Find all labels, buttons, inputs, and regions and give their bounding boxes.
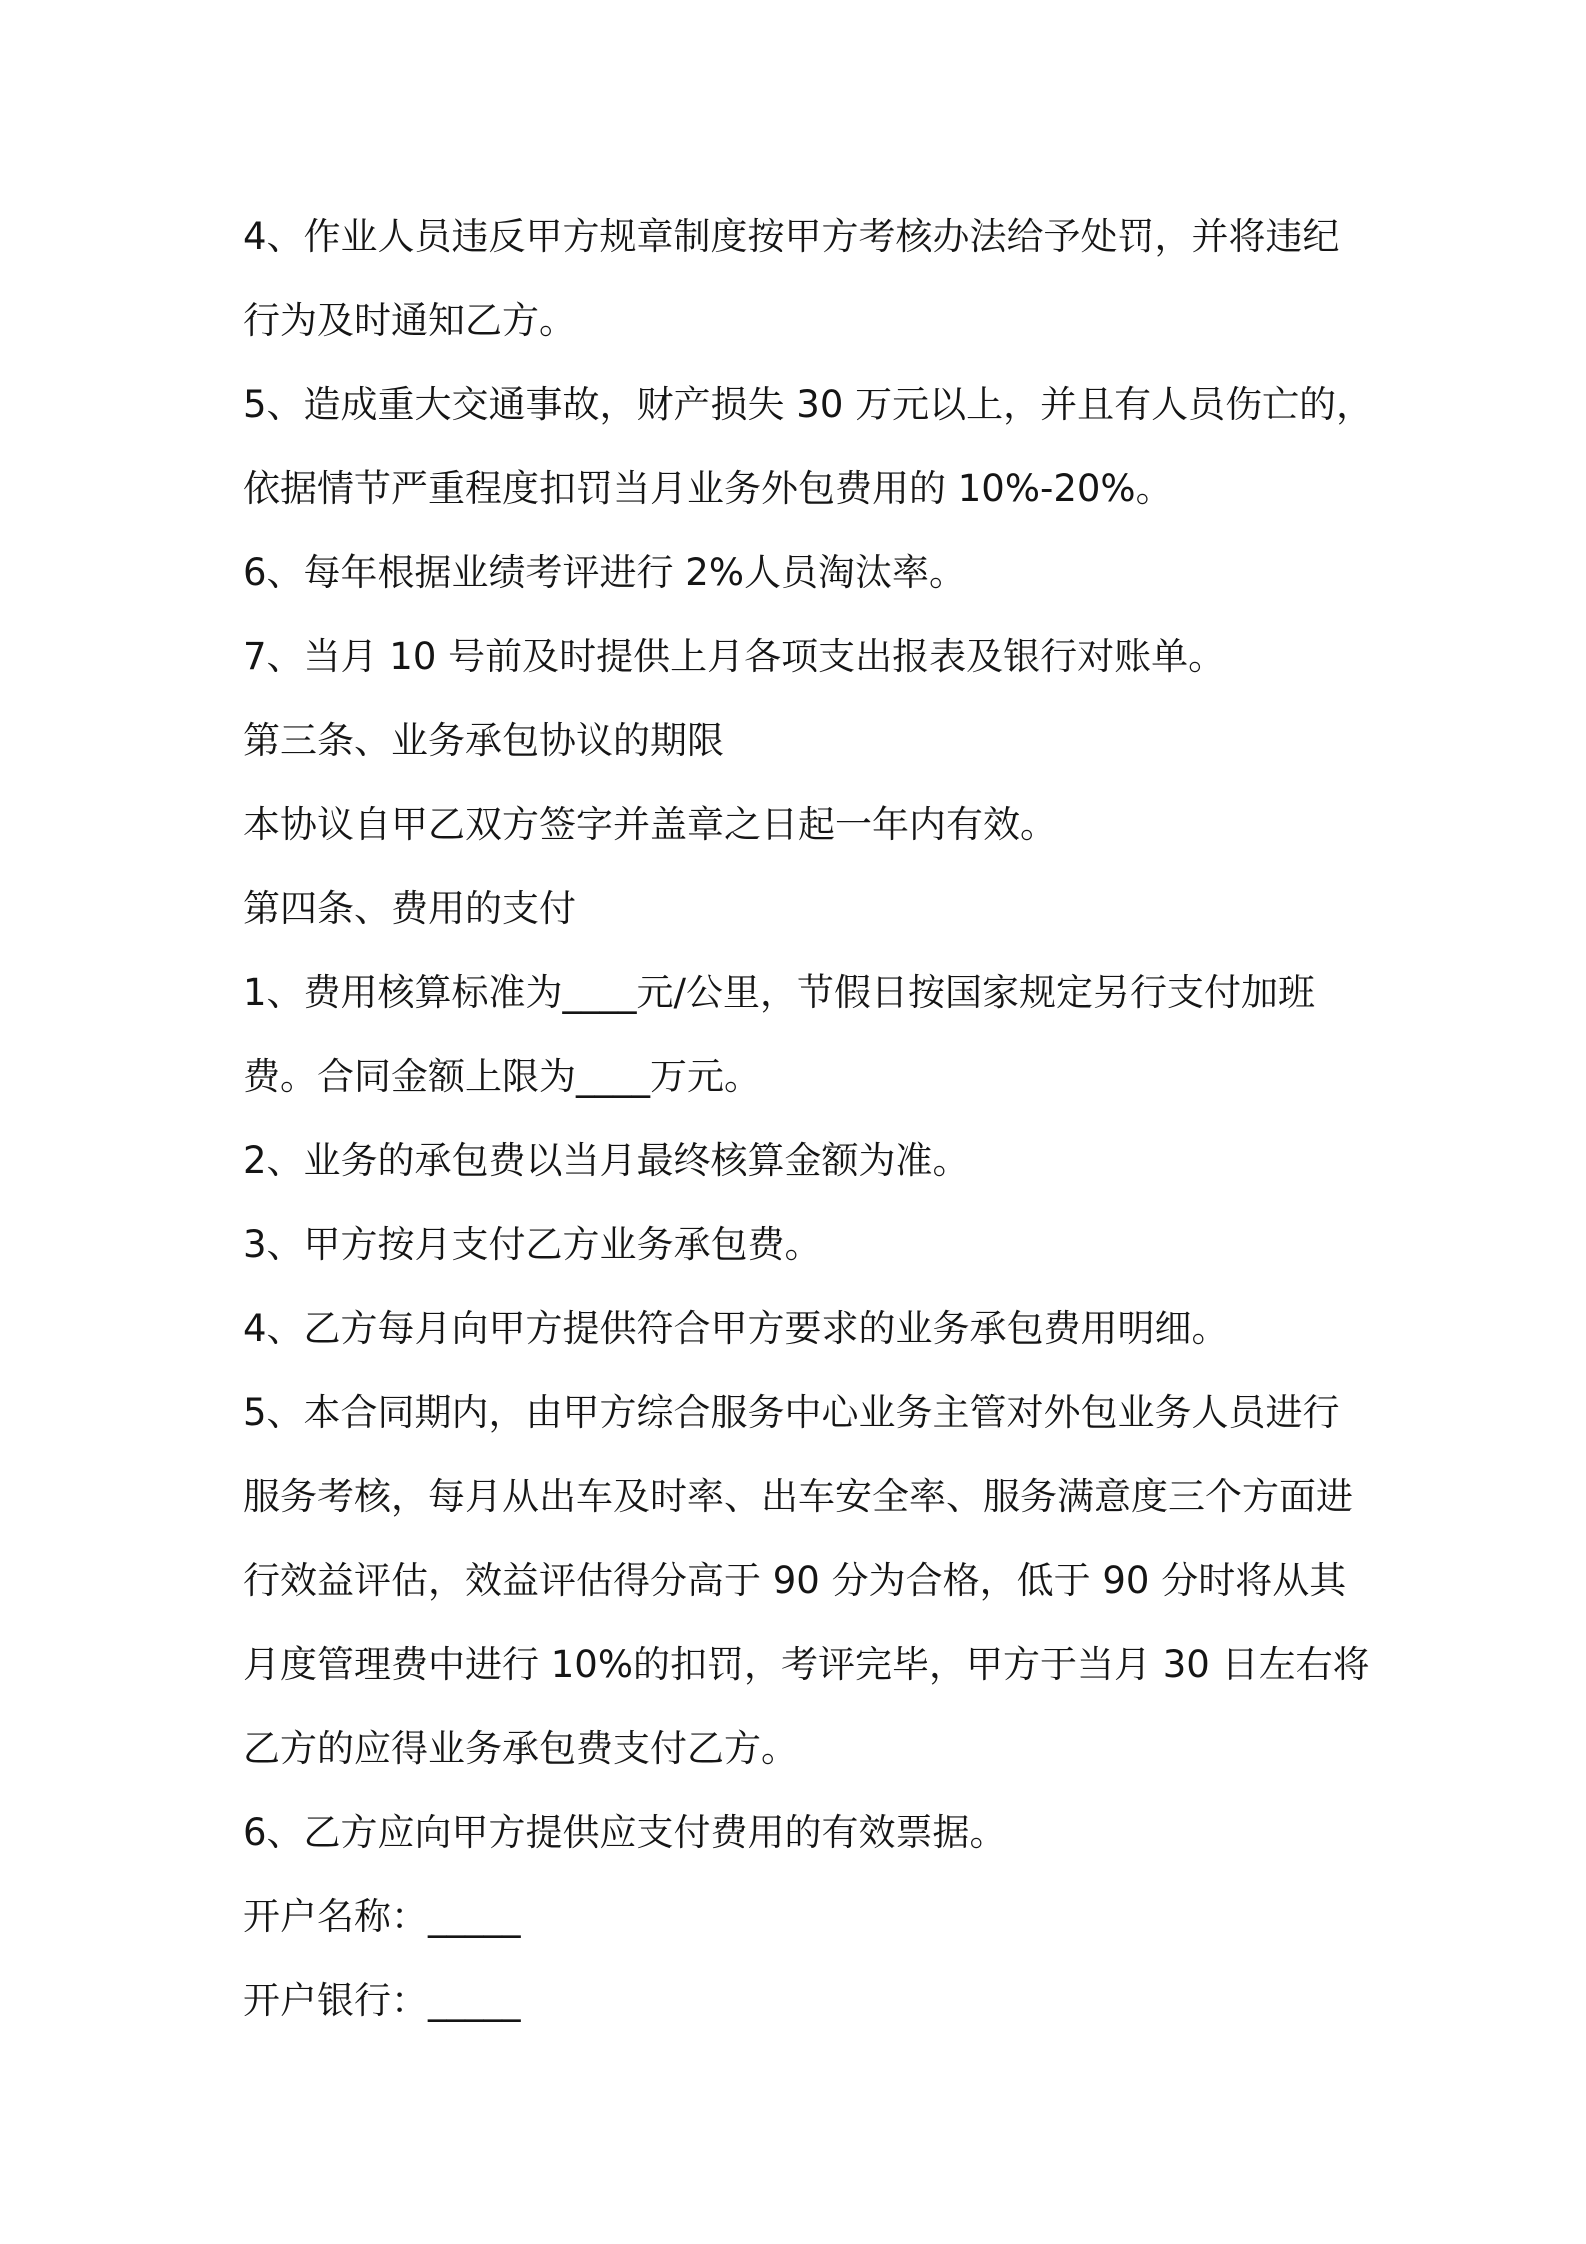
text-line: 乙方的应得业务承包费支付乙方。	[243, 1727, 798, 1770]
text-line: 行为及时通知乙方。	[243, 299, 576, 342]
section-heading: 第三条、业务承包协议的期限	[243, 719, 724, 762]
text-line: 行效益评估，效益评估得分高于 90 分为合格，低于 90 分时将从其	[243, 1559, 1347, 1602]
text-line: 服务考核，每月从出车及时率、出车安全率、服务满意度三个方面进	[243, 1475, 1353, 1518]
text-line: 6、乙方应向甲方提供应支付费用的有效票据。	[243, 1811, 1007, 1854]
text-line: 5、本合同期内，由甲方综合服务中心业务主管对外包业务人员进行	[243, 1391, 1340, 1434]
text-line: 7、当月 10 号前及时提供上月各项支出报表及银行对账单。	[243, 635, 1226, 678]
text-line: 2、业务的承包费以当月最终核算金额为准。	[243, 1139, 970, 1182]
document-body	[243, 195, 1373, 2043]
account-bank-line: 开户银行：_____	[243, 1979, 521, 2022]
text-line: 4、作业人员违反甲方规章制度按甲方考核办法给予处罚，并将违纪	[243, 215, 1340, 258]
text-line: 5、造成重大交通事故，财产损失 30 万元以上，并且有人员伤亡的，	[243, 383, 1374, 426]
text-line: 6、每年根据业绩考评进行 2%人员淘汰率。	[243, 551, 966, 594]
text-line: 费。合同金额上限为____万元。	[243, 1055, 761, 1098]
text-line: 4、乙方每月向甲方提供符合甲方要求的业务承包费用明细。	[243, 1307, 1229, 1350]
text-line: 1、费用核算标准为____元/公里，节假日按国家规定另行支付加班	[243, 971, 1316, 1014]
text-line: 本协议自甲乙双方签字并盖章之日起一年内有效。	[243, 803, 1057, 846]
section-heading: 第四条、费用的支付	[243, 887, 576, 930]
text-line: 依据情节严重程度扣罚当月业务外包费用的 10%-20%。	[243, 467, 1173, 510]
text-line: 3、甲方按月支付乙方业务承包费。	[243, 1223, 822, 1266]
text-line: 月度管理费中进行 10%的扣罚，考评完毕，甲方于当月 30 日左右将	[243, 1643, 1370, 1686]
account-name-line: 开户名称：_____	[243, 1895, 521, 1938]
